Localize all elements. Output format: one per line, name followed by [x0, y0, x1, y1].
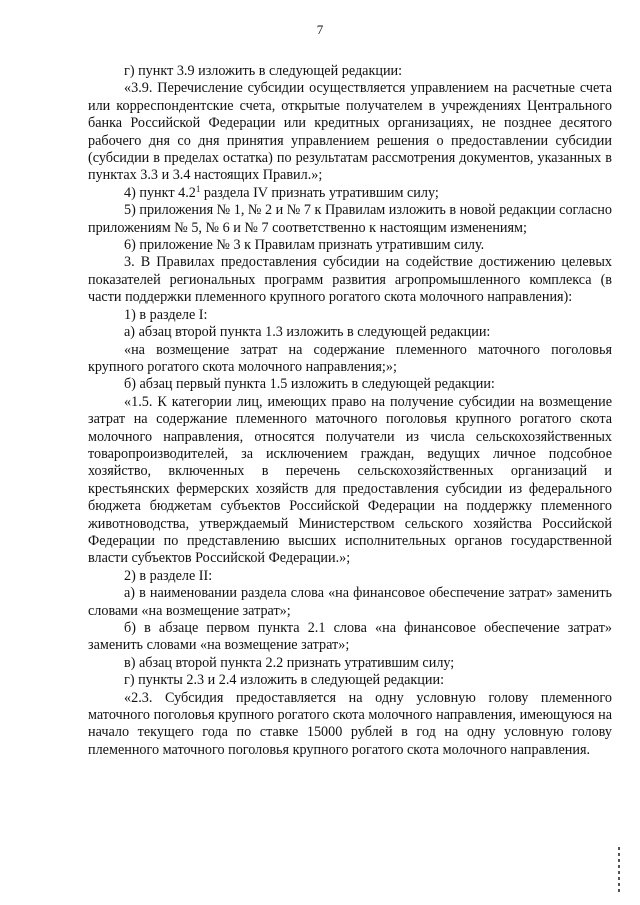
document-body — [88, 63, 612, 759]
paragraph: г) пункт 3.9 изложить в следующей редакции: — [124, 63, 403, 79]
paragraph: «2.3. Субсидия предоставляется на одну условную голову племенного маточного поголовья крупного рогатого скота молочного направления, имеющуюся на начало текущего года по ставке 15000 рублей в год на одну условную голову племенного маточного поголовья крупного рогатого скота молочного направления. — [88, 689, 612, 758]
paragraph: б) абзац первый пункта 1.5 изложить в следующей редакции: — [124, 376, 495, 393]
paragraph: в) абзац второй пункта 2.2 признать утратившим силу; — [124, 654, 455, 671]
item-4-text-rest: раздела IV признать утратившим силу; — [200, 184, 439, 201]
paragraph: 2) в разделе II: — [124, 567, 213, 584]
paragraph: «1.5. К категории лиц, имеющих право на получение субсидии на возмещение затрат на содержание племенного маточного поголовья крупного рогатого скота молочного направления, относятся получатели из числа сельскохозяйственных товаропроизводителей, за исключением граждан, ведущих личное подсобное хозяйство, включенных в перечень сельскохозяйственных организаций и крестьянских фермерских хозяйств для предоставления субсидии из федерального бюджета бюджетам субъектов Российской Федерации на поддержку племенного животноводства, утверждаемый Министерством сельского хозяйства Российской Федерации по представлению высших исполнительных органов государственной власти субъектов Российской Федерации.»; — [88, 393, 612, 567]
paragraph: 5) приложения № 1, № 2 и № 7 к Правилам изложить в новой редакции согласно приложениям № 5, № 6 и № 7 соответственно к настоящим изменениям; — [88, 202, 612, 236]
scan-edge-mark — [618, 847, 620, 895]
paragraph: а) в наименовании раздела слова «на финансовое обеспечение затрат» заменить словами «на возмещение затрат»; — [88, 585, 612, 619]
item-4-text: 4) пункт 4.2 — [124, 184, 196, 201]
item-4-superscript: 1 — [195, 183, 201, 194]
paragraph: б) в абзаце первом пункта 2.1 слова «на финансовое обеспечение затрат» заменить словами «на возмещение затрат»; — [88, 620, 612, 654]
paragraph: 1) в разделе I: — [124, 306, 208, 323]
paragraph: а) абзац второй пункта 1.3 изложить в следующей редакции: — [124, 324, 491, 341]
paragraph-item-4 — [88, 185, 612, 202]
paragraph: 3. В Правилах предоставления субсидии на содействие достижению целевых показателей региональных программ развития агропромышленного комплекса (в части поддержки племенного крупного рогатого скота молочного направления): — [88, 254, 612, 306]
paragraph: «на возмещение затрат на содержание племенного маточного поголовья крупного рогатого скота молочного направления;»; — [88, 341, 612, 375]
paragraph: «3.9. Перечисление субсидии осуществляется управлением на расчетные счета или корреспондентские счета, открытые получателем в учреждениях Центрального банка Российской Федерации или кредитных организациях, не позднее десятого рабочего дня со дня принятия управлением решения о предоставлении субсидии (субсидии в пределах остатка) по результатам рассмотрения документов, указанных в пунктах 3.3 и 3.4 настоящих Правил.»; — [88, 80, 612, 184]
paragraph: г) пункты 2.3 и 2.4 изложить в следующей редакции: — [124, 672, 445, 689]
paragraph: 6) приложение № 3 к Правилам признать утратившим силу. — [124, 237, 485, 254]
page-number: 7 — [316, 22, 324, 37]
